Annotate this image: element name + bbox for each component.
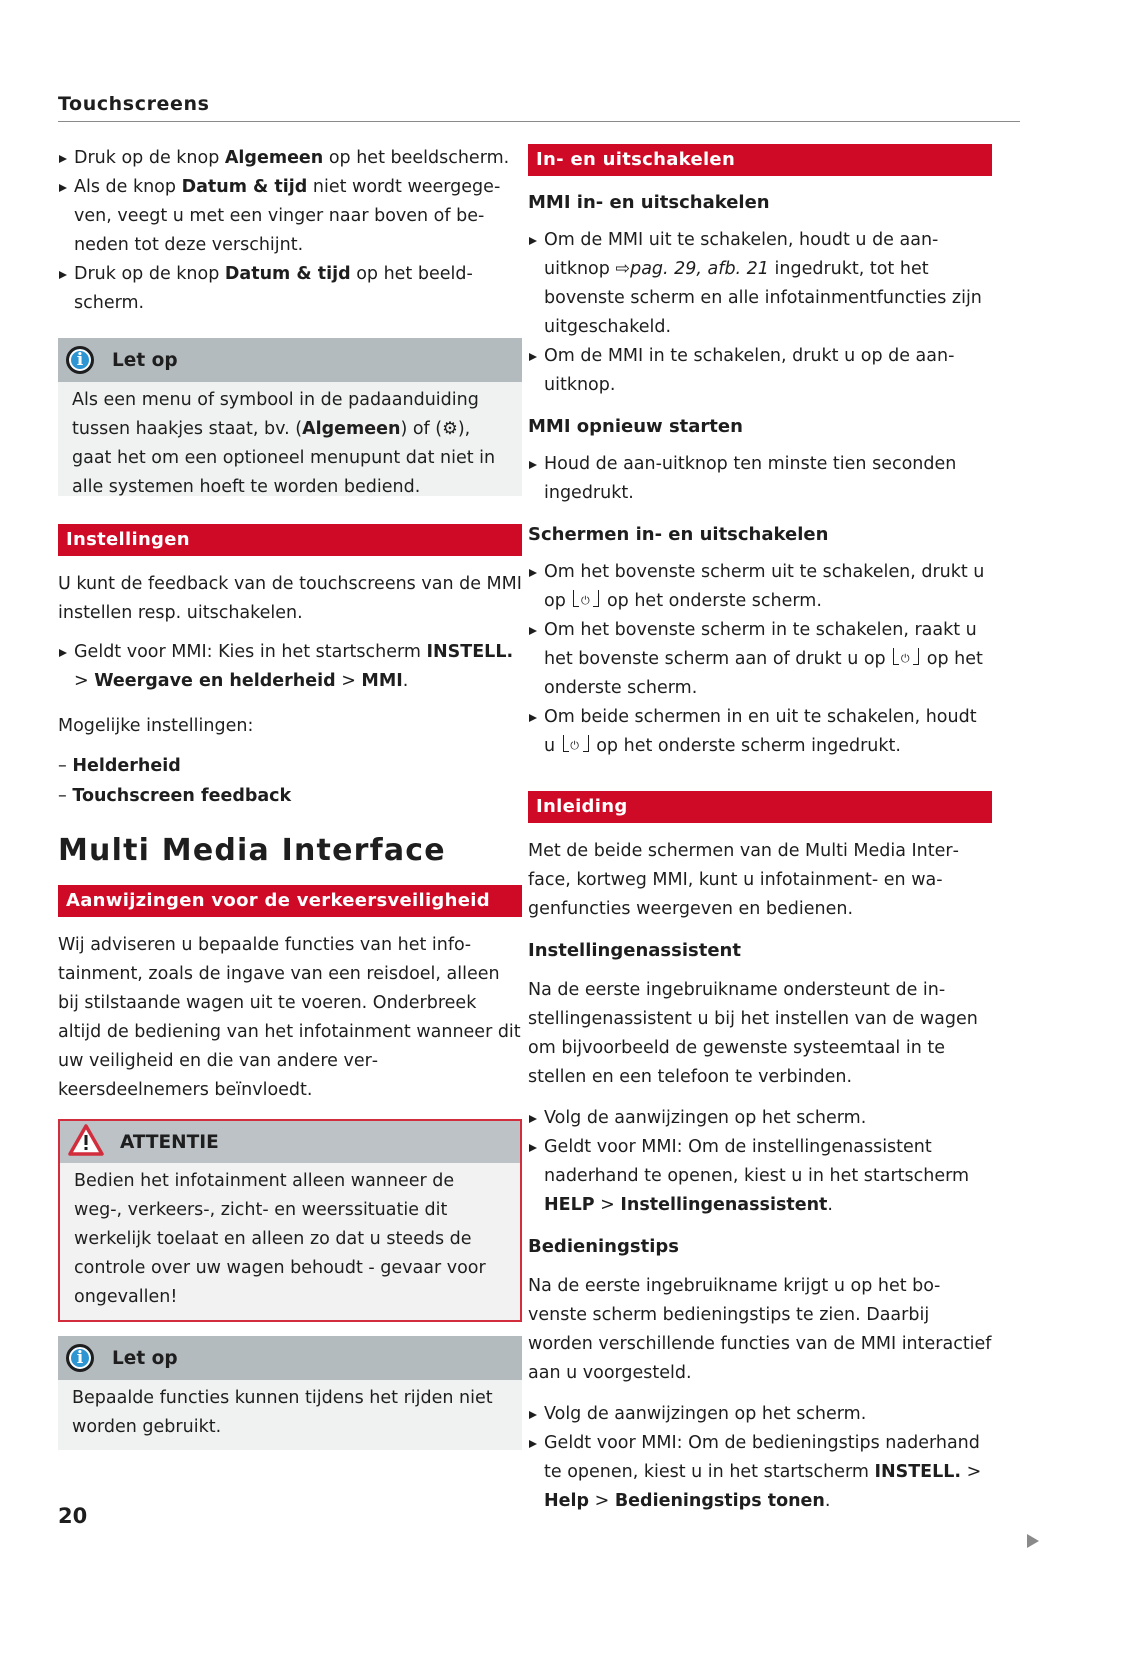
subheading: Instellingenassistent: [528, 940, 741, 961]
paragraph: Met de beide schermen van de Multi Media Interface, kortweg MMI, kunt u infotainment- en wagenfuncties weergeven en bedienen.: [528, 841, 959, 919]
path-separator: >: [74, 671, 95, 691]
bullet-text: op het onderste scherm.: [544, 649, 983, 698]
bullet-text: Druk op de knop: [74, 264, 225, 284]
warning-header: [60, 1121, 520, 1163]
dash: –: [58, 756, 73, 776]
note-box-let-op: [58, 338, 522, 496]
path-separator: >: [594, 1195, 621, 1215]
subheading: Schermen in- en uitschakelen: [528, 524, 829, 545]
list-item: [528, 558, 992, 616]
power-button-icon: [573, 590, 599, 608]
subheading: MMI opnieuw starten: [528, 416, 743, 437]
list-item: [58, 260, 522, 318]
list-item: Geldt voor MMI: Kies in het startscherm INSTELL. > Weergave en helderheid > MMI.: [58, 638, 522, 696]
menu-path-item: Instellingenassistent: [620, 1195, 828, 1215]
list-item: [58, 751, 522, 781]
section-bar-instellingen: Instellingen: [58, 524, 522, 556]
note-header: [58, 338, 522, 382]
list-item: [528, 616, 992, 703]
paragraph: Wij adviseren u bepaalde functies van het infotainment, zoals de ingave van een reisdoel, alleen bij stilstaande wagen uit te voeren. Onderbreek altijd de bediening van het infotainment wanneer dit uw veiligheid en die van andere verkeersdeelnemers beïnvloedt.: [58, 935, 521, 1100]
gear-icon: ⚙: [442, 419, 458, 439]
bullet-text: Druk op de knop: [74, 148, 225, 168]
dash: –: [58, 786, 73, 806]
note-text-part: Als een menu of symbool in de padaanduiding tussen haakjes staat, bv. (: [72, 390, 479, 439]
list-item: Volg de aanwijzingen op het scherm.: [528, 1400, 992, 1429]
info-icon: i: [66, 346, 94, 374]
option-label: Touchscreen feedback: [72, 786, 292, 806]
note-text-part: ) of (: [400, 419, 443, 439]
option-label: Helderheid: [72, 756, 181, 776]
list-item: Volg de aanwijzingen op het scherm.: [528, 1104, 992, 1133]
ui-button-name: Algemeen: [224, 148, 324, 168]
options-list: [58, 751, 522, 811]
intro-bullet-list: [58, 144, 522, 318]
left-column: [58, 150, 522, 1450]
warning-text: Bedien het infotainment alleen wanneer de weg-, verkeers-, zicht- en weerssituatie dit werkelijk toelaat en alleen zo dat u steeds de controle over uw wagen behoudt - gevaar voor ongevallen!: [74, 1171, 486, 1307]
header-divider: [58, 121, 1020, 122]
path-separator: >: [335, 671, 362, 691]
bullet-text: ingedrukt, tot het bovenste scherm en alle infotainmentfuncties zijn uitgeschakeld.: [544, 259, 982, 337]
bullet-text: Geldt voor MMI: Om de instellingenassistent naderhand te openen, kiest u in het startscherm: [544, 1137, 970, 1186]
path-separator: >: [589, 1491, 615, 1511]
bullet-text: op het beeldscherm.: [323, 148, 510, 168]
bullet-text: Om het bovenste scherm uit te schakelen, drukt u op: [544, 562, 985, 611]
note-title: Let op: [112, 349, 178, 371]
list-item: [58, 173, 522, 260]
bullet-text: Geldt voor MMI: Kies in het startscherm: [74, 642, 427, 662]
bullet-list: [528, 1400, 992, 1516]
reference-arrow-icon: ⇨: [615, 259, 631, 279]
note-text: [58, 382, 522, 510]
subheading: Bedieningstips: [528, 1236, 679, 1257]
menu-path-item: HELP: [544, 1195, 595, 1215]
page-header-title: Touchscreens: [58, 93, 210, 115]
power-button-icon: [563, 735, 589, 753]
menu-path-item: Bedieningstips tonen: [614, 1491, 825, 1511]
list-item: [58, 781, 522, 811]
bullet-text: Geldt voor MMI: Om de bedieningstips naderhand te openen, kiest u in het startscherm: [544, 1433, 980, 1482]
menu-path-item: MMI: [361, 671, 403, 691]
chapter-title: Multi Media Interface: [58, 833, 446, 868]
power-glyph: ⏻: [900, 652, 910, 665]
bullet-text: Om de MMI uit te schakelen, houdt u de aanuitknop: [544, 230, 939, 279]
info-icon: i: [66, 1344, 94, 1372]
subheading: MMI in- en uitschakelen: [528, 192, 770, 213]
note-text: Bepaalde functies kunnen tijdens het rijden niet worden gebruikt.: [72, 1388, 493, 1437]
ui-button-name: Datum & tijd: [224, 264, 351, 284]
warning-title: ATTENTIE: [120, 1131, 219, 1153]
ui-button-name: Datum & tijd: [181, 177, 308, 197]
menu-path-item: INSTELL.: [874, 1462, 962, 1482]
bullet-text: op het onderste scherm ingedrukt.: [590, 736, 901, 756]
bullet-list: [528, 226, 992, 400]
note-box-let-op: [58, 1336, 522, 1450]
bullet-list: [528, 1104, 992, 1220]
menu-path-item: Help: [544, 1491, 590, 1511]
list-item: Geldt voor MMI: Om de instellingenassistent naderhand te openen, kiest u in het startscherm HELP > Instellingenassistent.: [528, 1133, 992, 1220]
warning-box: [58, 1119, 522, 1322]
bullet-text: op het beeldscherm.: [74, 264, 473, 313]
bullet-list: [528, 558, 992, 761]
bullet-text: op het onderste scherm.: [601, 591, 822, 611]
power-glyph: ⏻: [570, 739, 579, 752]
cross-reference-link[interactable]: pag. 29, afb. 21: [630, 259, 769, 279]
list-item: Om de MMI in te schakelen, drukt u op de aanuitknop.: [528, 342, 992, 400]
bullet-text: Als de knop: [74, 177, 182, 197]
note-text-part: ), gaat het om een optioneel menupunt dat niet in alle systemen hoeft te worden bediend.: [72, 419, 496, 497]
note-text-bold: Algemeen: [302, 419, 401, 439]
list-item: [58, 144, 522, 173]
menu-path-item: Weergave en helderheid: [94, 671, 336, 691]
paragraph: U kunt de feedback van de touchscreens van de MMI instellen resp. uitschakelen.: [58, 574, 522, 623]
section-bar-inleiding: Inleiding: [528, 791, 992, 823]
paragraph: Na de eerste ingebruikname krijgt u op het bovenste scherm bedieningstips te zien. Daarbij worden verschillende functies van de MMI interactief aan u voorgesteld.: [528, 1276, 992, 1383]
list-item: Houd de aan-uitknop ten minste tien seconden ingedrukt.: [528, 450, 992, 508]
next-page-arrow-icon: [1027, 1534, 1039, 1548]
note-title: Let op: [112, 1347, 178, 1369]
list-item: [528, 226, 992, 342]
warning-triangle-icon: [68, 1124, 104, 1161]
bullet-text: Om beide schermen in en uit te schakelen, houdt u: [544, 707, 977, 756]
path-separator: >: [961, 1462, 982, 1482]
bullet-text: Om het bovenste scherm in te schakelen, raakt u het bovenste scherm aan of drukt u op: [544, 620, 977, 669]
bullet-text: niet wordt weergegeven, veegt u met een vinger naar boven of beneden tot deze verschijnt.: [74, 177, 501, 255]
list-item: [528, 703, 992, 761]
paragraph: Na de eerste ingebruikname ondersteunt de instellingenassistent u bij het instellen van de wagen om bijvoorbeeld de gewenste systeemtaal in te stellen en een telefoon te verbinden.: [528, 980, 978, 1087]
menu-path-item: INSTELL.: [426, 642, 514, 662]
power-button-icon: [893, 648, 919, 666]
note-header: [58, 1336, 522, 1380]
right-column: [528, 150, 992, 1516]
list-item: Geldt voor MMI: Om de bedieningstips naderhand te openen, kiest u in het startscherm INSTELL. > Help > Bedieningstips tonen.: [528, 1429, 992, 1516]
power-glyph: ⏻: [581, 594, 590, 607]
page-number: 20: [58, 1504, 88, 1528]
section-bar-in-uitschakelen: In- en uitschakelen: [528, 144, 992, 176]
paragraph: Mogelijke instellingen:: [58, 716, 254, 736]
section-bar-verkeersveiligheid: Aanwijzingen voor de verkeersveiligheid: [58, 885, 522, 917]
